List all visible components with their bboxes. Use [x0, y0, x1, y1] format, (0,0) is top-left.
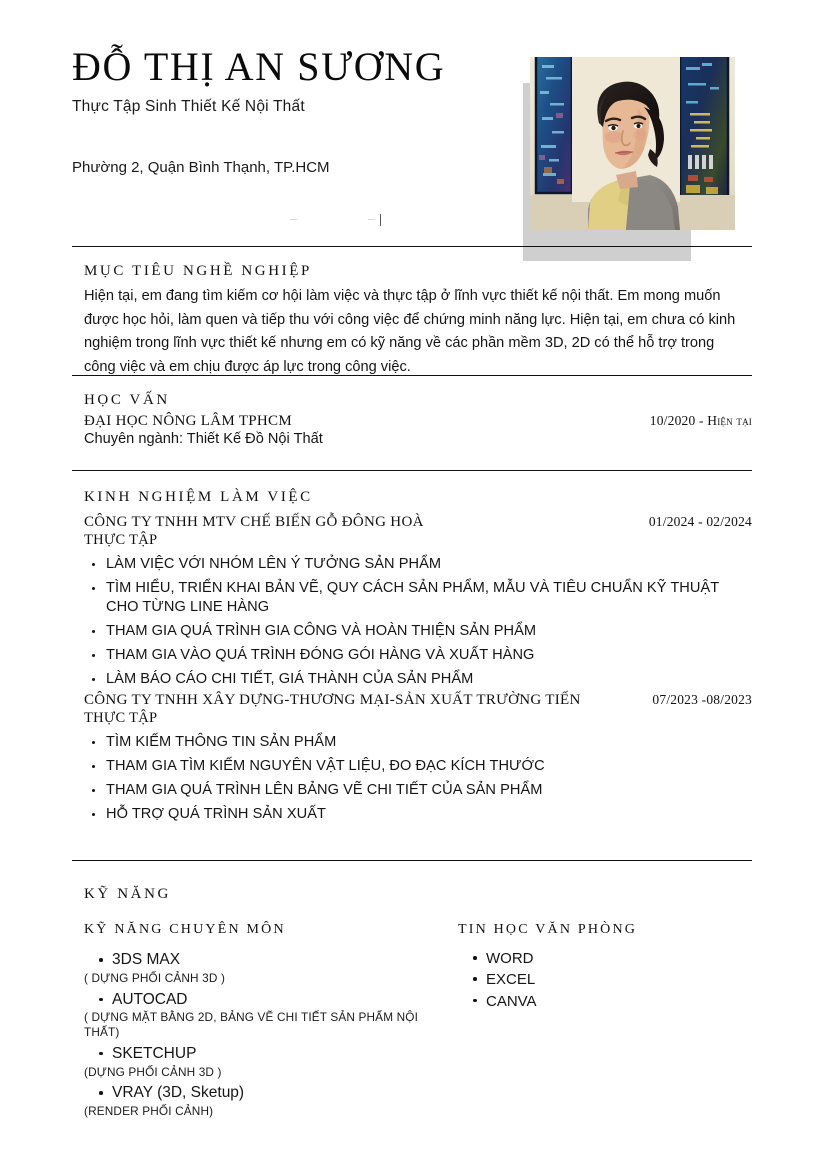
- company-name: CÔNG TY TNHH XÂY DỰNG-THƯƠNG MẠI-SẢN XUẤT TRƯỜNG TIẾN: [84, 692, 581, 708]
- list-item: 3DS MAX: [84, 950, 444, 970]
- office-skill-list: [458, 948, 758, 1012]
- list-item: EXCEL: [458, 969, 758, 990]
- education-major: Chuyên ngành: Thiết Kế Đồ Nội Thất: [84, 431, 323, 447]
- faint-mark: [290, 219, 297, 220]
- skill-note: ( DỰNG PHỐI CẢNH 3D ): [84, 970, 226, 985]
- education-school: ĐẠI HỌC NÔNG LÂM TPHCM: [84, 413, 293, 429]
- list-item: LÀM VIỆC VỚI NHÓM LÊN Ý TƯỞNG SẢN PHẨM: [84, 555, 752, 574]
- list-item: CANVA: [458, 991, 758, 1012]
- section-heading-objective: MỤC TIÊU NGHỀ NGHIỆP: [84, 263, 312, 279]
- experience-header-row: [84, 514, 752, 531]
- experience-entry-1: [84, 514, 752, 694]
- list-item: TÌM HIỂU, TRIỂN KHAI BẢN VẼ, QUY CÁCH SẢN PHẨM, MẪU VÀ TIÊU CHUẨN KỸ THUẬT CHO TỪNG LINE HÀNG: [84, 579, 752, 617]
- faint-mark: [380, 214, 381, 226]
- list-item: AUTOCAD: [84, 990, 444, 1010]
- list-item: SKETCHUP: [84, 1044, 444, 1064]
- job-role: THỰC TẬP: [84, 710, 158, 726]
- job-title: Thực Tập Sinh Thiết Kế Nội Thất: [72, 98, 305, 115]
- education-date: 10/2020 - Hiện tại: [649, 413, 752, 428]
- list-item: TÌM KIẾM THÔNG TIN SẢN PHẨM: [84, 733, 752, 752]
- header-block: [72, 46, 502, 176]
- skills-professional-column: [84, 922, 444, 1123]
- divider-skills: [72, 860, 752, 861]
- divider-objective: [72, 246, 752, 247]
- list-item: THAM GIA TÌM KIẾM NGUYÊN VẬT LIỆU, ĐO ĐẠC KÍCH THƯỚC: [84, 757, 752, 776]
- skill-note: ( DỰNG MẶT BẰNG 2D, BẢNG VẼ CHI TIẾT SẢN PHẨM NỘI THẤT): [84, 1010, 419, 1040]
- objective-text: Hiện tại, em đang tìm kiếm cơ hội làm việc và thực tập ở lĩnh vực thiết kế nội thất. Em mong muốn được học hỏi, làm quen và tiếp thu với công việc để chứng minh năng lực. Hiện tại, em chưa có kinh nghiệm trong lĩnh vực thiết kế nhưng em có kỹ năng về các phần mềm 3D, 2D có thể hỗ trợ trong công việc và em chịu được áp lực trong công việc.: [84, 288, 736, 375]
- skill-note: (DỰNG PHỐI CẢNH 3D ): [84, 1064, 222, 1079]
- list-item: THAM GIA QUÁ TRÌNH LÊN BẢNG VẼ CHI TIẾT CỦA SẢN PHẨM: [84, 781, 752, 800]
- duty-list: [84, 555, 752, 689]
- section-heading-education: HỌC VẤN: [84, 392, 170, 408]
- job-role: THỰC TẬP: [84, 532, 158, 548]
- company-date: 01/2024 - 02/2024: [648, 514, 752, 529]
- education-entry: [84, 413, 752, 447]
- faint-mark: [368, 219, 375, 220]
- section-heading-skills: KỸ NĂNG: [84, 886, 171, 902]
- list-item: THAM GIA VÀO QUÁ TRÌNH ĐÓNG GÓI HÀNG VÀ XUẤT HÀNG: [84, 646, 752, 665]
- experience-header-row: [84, 692, 752, 709]
- company-name: CÔNG TY TNHH MTV CHẾ BIẾN GỖ ĐÔNG HOÀ: [84, 514, 424, 530]
- subsection-heading-office: TIN HỌC VĂN PHÒNG: [458, 922, 638, 937]
- subsection-heading-professional: KỸ NĂNG CHUYÊN MÔN: [84, 922, 286, 937]
- skill-note: (RENDER PHỐI CẢNH): [84, 1104, 214, 1119]
- faint-artifact-row: [72, 214, 402, 228]
- divider-experience: [72, 470, 752, 471]
- page-title: ĐỖ THỊ AN SƯƠNG: [72, 44, 446, 89]
- list-item: LÀM BÁO CÁO CHI TIẾT, GIÁ THÀNH CỦA SẢN PHẨM: [84, 670, 752, 689]
- list-item: WORD: [458, 948, 758, 969]
- address-line: Phường 2, Quận Bình Thạnh, TP.HCM: [72, 159, 330, 176]
- list-item: THAM GIA QUÁ TRÌNH GIA CÔNG VÀ HOÀN THIỆN SẢN PHẨM: [84, 622, 752, 641]
- section-heading-experience: KINH NGHIỆM LÀM VIỆC: [84, 489, 313, 505]
- professional-skill-list: [84, 950, 444, 1119]
- list-item: HỖ TRỢ QUÁ TRÌNH SẢN XUẤT: [84, 805, 752, 824]
- education-row: [84, 413, 752, 430]
- list-item: VRAY (3D, Sketup): [84, 1083, 444, 1103]
- company-date: 07/2023 -08/2023: [652, 692, 752, 707]
- experience-entry-2: [84, 692, 752, 829]
- duty-list: [84, 733, 752, 824]
- skills-office-column: [458, 922, 758, 1012]
- portrait-photo: [530, 57, 735, 230]
